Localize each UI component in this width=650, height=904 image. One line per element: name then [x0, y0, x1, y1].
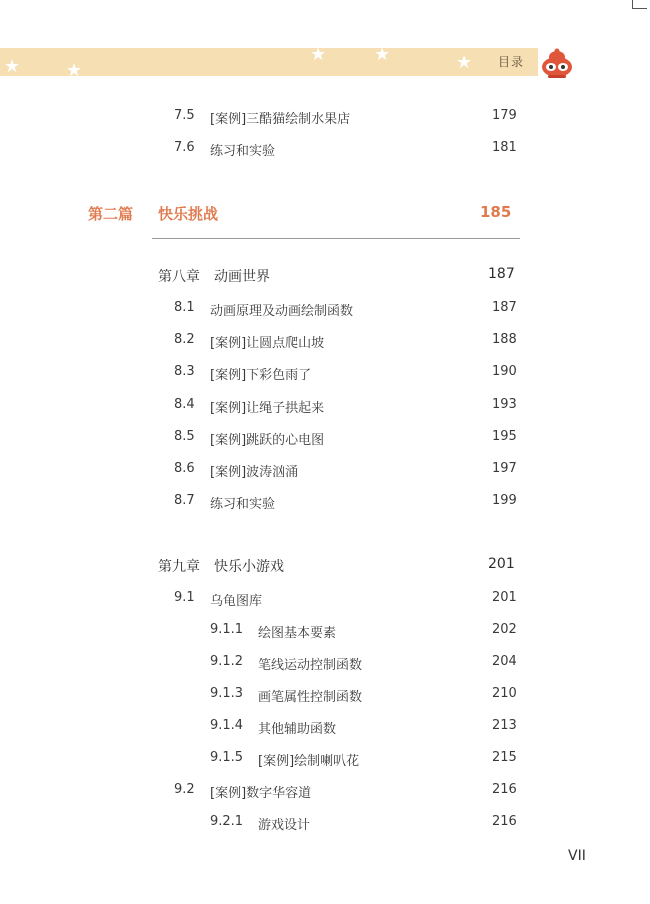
- entry-title: 练习和实验: [210, 144, 276, 159]
- entry-number: 8.5: [174, 429, 195, 444]
- entry-title: 笔线运动控制函数: [258, 658, 363, 673]
- entry-page: 179: [492, 108, 517, 123]
- entry-title: [案例]下彩色雨了: [210, 368, 312, 383]
- entry-number: 9.1.3: [210, 686, 244, 701]
- entry-number: 9.1.2: [210, 654, 244, 669]
- entry-page: 215: [492, 750, 517, 765]
- header-band: [0, 44, 538, 81]
- entry-page: 193: [492, 397, 517, 412]
- entry-page: 213: [492, 718, 517, 733]
- entry-number: 8.7: [174, 493, 195, 508]
- entry-title: 其他辅助函数: [258, 722, 337, 737]
- entry-number: 9.2.1: [210, 814, 244, 829]
- entry-title: [案例]波涛汹涌: [210, 465, 299, 480]
- star-icon: ★: [456, 52, 473, 73]
- chapter-title: 第九章 快乐小游戏: [158, 559, 284, 575]
- part-number: 第二篇: [88, 205, 134, 223]
- crop-mark: [632, 0, 647, 9]
- entry-number: 9.1: [174, 590, 195, 605]
- entry-page: 204: [492, 654, 517, 669]
- entry-title: 绘图基本要素: [258, 626, 337, 641]
- header-title: 目录: [498, 55, 525, 69]
- entry-number: 9.1.4: [210, 718, 244, 733]
- entry-number: 9.1.5: [210, 750, 244, 765]
- entry-title: [案例]让绳子拱起来: [210, 401, 325, 416]
- entry-number: 9.1.1: [210, 622, 244, 637]
- entry-page: 210: [492, 686, 517, 701]
- entry-page: 199: [492, 493, 517, 508]
- entry-number: 8.1: [174, 300, 195, 315]
- part-title: 快乐挑战: [158, 205, 219, 223]
- entry-title: 练习和实验: [210, 497, 276, 512]
- divider: [152, 238, 520, 239]
- entry-page: 187: [492, 300, 517, 315]
- star-icon: ★: [66, 60, 83, 81]
- star-icon: ★: [310, 44, 327, 65]
- page-folio: VII: [568, 848, 586, 864]
- entry-title: [案例]数字华容道: [210, 786, 312, 801]
- chapter-page: 187: [488, 266, 515, 282]
- entry-title: 动画原理及动画绘制函数: [210, 304, 354, 319]
- entry-title: 画笔属性控制函数: [258, 690, 363, 705]
- entry-title: 乌龟图库: [210, 594, 263, 609]
- entry-page: 190: [492, 364, 517, 379]
- entry-page: 195: [492, 429, 517, 444]
- entry-number: 7.6: [174, 140, 195, 155]
- star-icon: ★: [374, 44, 391, 65]
- entry-title: 游戏设计: [258, 818, 311, 833]
- entry-number: 7.5: [174, 108, 195, 123]
- entry-page: 202: [492, 622, 517, 637]
- entry-page: 216: [492, 814, 517, 829]
- mascot-icon: [538, 47, 576, 79]
- entry-page: 181: [492, 140, 517, 155]
- chapter-page: 201: [488, 556, 515, 572]
- part-page: 185: [480, 203, 512, 221]
- entry-title: [案例]绘制喇叭花: [258, 754, 360, 769]
- star-icon: ★: [4, 56, 21, 77]
- entry-page: 188: [492, 332, 517, 347]
- entry-page: 216: [492, 782, 517, 797]
- entry-page: 197: [492, 461, 517, 476]
- entry-title: [案例]让圆点爬山坡: [210, 336, 325, 351]
- entry-number: 9.2: [174, 782, 195, 797]
- entry-title: [案例]跳跃的心电图: [210, 433, 325, 448]
- entry-number: 8.2: [174, 332, 195, 347]
- entry-title: [案例]三酷猫绘制水果店: [210, 112, 351, 127]
- entry-number: 8.6: [174, 461, 195, 476]
- entry-page: 201: [492, 590, 517, 605]
- entry-number: 8.3: [174, 364, 195, 379]
- chapter-title: 第八章 动画世界: [158, 269, 270, 285]
- entry-number: 8.4: [174, 397, 195, 412]
